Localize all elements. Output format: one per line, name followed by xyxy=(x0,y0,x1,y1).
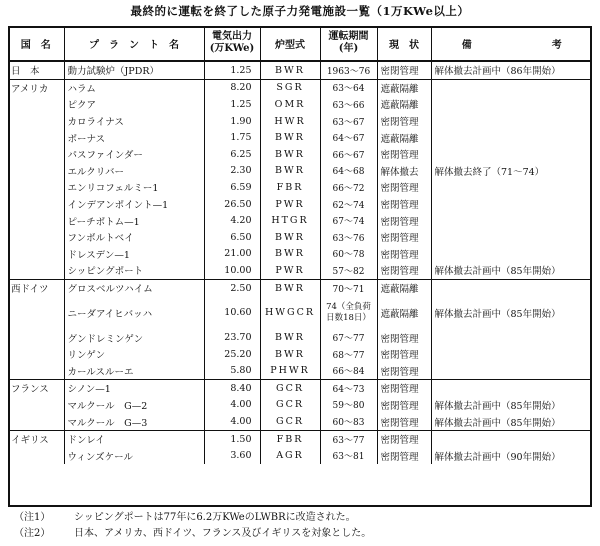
cell-remarks: 解体撤去終了（71〜74） xyxy=(434,166,545,178)
cell-type: AGR xyxy=(260,447,320,464)
cell-country xyxy=(8,196,64,213)
cell-status: 密閉管理 xyxy=(377,146,431,163)
table-row xyxy=(8,329,592,346)
cell-status: 密閉管理 xyxy=(377,196,431,213)
cell-period: 63〜66 xyxy=(320,96,377,113)
cell-country xyxy=(8,363,64,380)
cell-capacity: 4.20 xyxy=(204,212,260,229)
footnotes xyxy=(14,510,371,542)
cell-remarks xyxy=(431,129,592,146)
cell-plant: マルクール G—3 xyxy=(64,413,204,430)
cell-status: 密閉管理 xyxy=(377,246,431,263)
cell-type: HWGCR xyxy=(260,296,320,329)
cell-plant: グロスベルツハイム xyxy=(64,279,204,296)
cell-period: 60〜78 xyxy=(320,246,377,263)
cell-period: 63〜81 xyxy=(320,447,377,464)
cell-status: 遮蔽隔離 xyxy=(377,279,431,296)
cell-plant: マルクール G—2 xyxy=(64,397,204,414)
cell-type: BWR xyxy=(260,329,320,346)
cell-status: 密閉管理 xyxy=(377,262,431,279)
header-country: 国 名 xyxy=(8,26,64,61)
cell-status: 密閉管理 xyxy=(377,346,431,363)
cell-remarks xyxy=(431,79,592,96)
cell-country xyxy=(8,296,64,329)
cell-plant: リンゲン xyxy=(64,346,204,363)
cell-type: SGR xyxy=(260,79,320,96)
table-row xyxy=(8,229,592,246)
cell-country: アメリカ xyxy=(8,79,64,96)
cell-type: GCR xyxy=(260,380,320,397)
cell-remarks xyxy=(431,229,592,246)
header-capacity: 電気出力 (万KWe) xyxy=(204,26,260,61)
cell-status: 密閉管理 xyxy=(377,380,431,397)
cell-period: 67〜77 xyxy=(320,329,377,346)
cell-remarks xyxy=(431,113,592,130)
cell-status: 密閉管理 xyxy=(377,229,431,246)
cell-remarks xyxy=(431,246,592,263)
cell-capacity: 25.20 xyxy=(204,346,260,363)
cell-type: GCR xyxy=(260,397,320,414)
cell-type: BWR xyxy=(260,346,320,363)
cell-type: PWR xyxy=(260,196,320,213)
cell-remarks xyxy=(431,96,592,113)
cell-country xyxy=(8,96,64,113)
cell-type: BWR xyxy=(260,61,320,79)
cell-type: PWR xyxy=(260,262,320,279)
cell-plant: ドレスデン—1 xyxy=(64,246,204,263)
cell-status: 密閉管理 xyxy=(377,113,431,130)
cell-plant: ウィンズケール xyxy=(64,447,204,464)
cell-plant: グンドレミンゲン xyxy=(64,329,204,346)
table-row xyxy=(8,163,592,180)
table-row xyxy=(8,363,592,380)
cell-plant: ボーナス xyxy=(64,129,204,146)
table-row xyxy=(8,113,592,130)
table-row xyxy=(8,129,592,146)
cell-status: 密閉管理 xyxy=(377,179,431,196)
cell-status: 密閉管理 xyxy=(377,447,431,464)
cell-capacity: 10.60 xyxy=(204,296,260,329)
cell-country: イギリス xyxy=(8,430,64,447)
cell-capacity: 3.60 xyxy=(204,447,260,464)
table-row xyxy=(8,413,592,430)
cell-period: 74（全負荷日数18日） xyxy=(320,296,377,329)
cell-remarks xyxy=(431,179,592,196)
plant-table xyxy=(8,26,592,464)
cell-plant: ハラム xyxy=(64,79,204,96)
cell-status: 密閉管理 xyxy=(377,397,431,414)
cell-country xyxy=(8,229,64,246)
cell-plant: パスファインダー xyxy=(64,146,204,163)
cell-plant: ドンレイ xyxy=(64,430,204,447)
cell-status: 密閉管理 xyxy=(377,329,431,346)
cell-plant: 動力試験炉（JPDR） xyxy=(64,61,204,79)
header-period: 運転期間 (年) xyxy=(320,26,377,61)
cell-status: 密閉管理 xyxy=(377,413,431,430)
cell-type: PHWR xyxy=(260,363,320,380)
cell-country xyxy=(8,413,64,430)
table-row xyxy=(8,447,592,464)
cell-capacity: 1.25 xyxy=(204,61,260,79)
table-row xyxy=(8,196,592,213)
cell-status: 密閉管理 xyxy=(377,61,431,79)
cell-period: 57〜82 xyxy=(320,262,377,279)
cell-country xyxy=(8,397,64,414)
cell-plant: ニーダアイヒバッハ xyxy=(64,296,204,329)
cell-period: 63〜77 xyxy=(320,430,377,447)
cell-remarks xyxy=(431,196,592,213)
cell-plant: フンボルトベイ xyxy=(64,229,204,246)
cell-type: BWR xyxy=(260,146,320,163)
header-status: 現 状 xyxy=(377,26,431,61)
cell-period: 63〜64 xyxy=(320,79,377,96)
cell-country xyxy=(8,113,64,130)
cell-capacity: 5.80 xyxy=(204,363,260,380)
cell-status: 密閉管理 xyxy=(377,430,431,447)
table-row xyxy=(8,146,592,163)
cell-type: OMR xyxy=(260,96,320,113)
cell-period: 67〜74 xyxy=(320,212,377,229)
cell-status: 遮蔽隔離 xyxy=(377,96,431,113)
cell-type: FBR xyxy=(260,430,320,447)
cell-country xyxy=(8,212,64,229)
cell-remarks xyxy=(431,363,592,380)
table-row xyxy=(8,346,592,363)
cell-capacity: 2.30 xyxy=(204,163,260,180)
cell-period: 64〜67 xyxy=(320,129,377,146)
cell-capacity: 1.90 xyxy=(204,113,260,130)
table-row xyxy=(8,96,592,113)
cell-period: 66〜72 xyxy=(320,179,377,196)
cell-type: BWR xyxy=(260,229,320,246)
cell-plant: エンリコフェルミー1 xyxy=(64,179,204,196)
table-row xyxy=(8,397,592,414)
cell-status: 遮蔽隔離 xyxy=(377,79,431,96)
cell-country xyxy=(8,129,64,146)
cell-capacity: 4.00 xyxy=(204,397,260,414)
cell-remarks: 解体撤去計画中（86年開始） xyxy=(431,61,592,79)
cell-country: フランス xyxy=(8,380,64,397)
cell-period: 63〜67 xyxy=(320,113,377,130)
table-row xyxy=(8,279,592,296)
cell-capacity: 1.25 xyxy=(204,96,260,113)
cell-capacity: 1.50 xyxy=(204,430,260,447)
cell-country xyxy=(8,329,64,346)
cell-capacity: 26.50 xyxy=(204,196,260,213)
table-row xyxy=(8,430,592,447)
cell-remarks: 解体撤去計画中（85年開始） xyxy=(434,308,561,320)
cell-capacity: 6.50 xyxy=(204,229,260,246)
cell-status: 密閉管理 xyxy=(377,363,431,380)
cell-type: GCR xyxy=(260,413,320,430)
cell-capacity: 6.59 xyxy=(204,179,260,196)
cell-remarks: 解体撤去計画中（85年開始） xyxy=(431,262,592,279)
cell-country xyxy=(8,346,64,363)
cell-plant: ピクア xyxy=(64,96,204,113)
header-row xyxy=(8,26,592,61)
cell-remarks xyxy=(431,430,592,447)
cell-type: HWR xyxy=(260,113,320,130)
cell-plant: シノン—1 xyxy=(64,380,204,397)
page-title: 最終的に運転を終了した原子力発電施設一覧（1万KWe以上） xyxy=(130,4,470,18)
cell-plant: カールスルーエ xyxy=(64,363,204,380)
cell-country xyxy=(8,179,64,196)
cell-period: 66〜67 xyxy=(320,146,377,163)
cell-remarks: 解体撤去計画中（85年開始） xyxy=(431,413,592,430)
table-row xyxy=(8,179,592,196)
cell-period: 62〜74 xyxy=(320,196,377,213)
cell-country xyxy=(8,146,64,163)
cell-period: 70〜71 xyxy=(320,279,377,296)
cell-capacity: 8.40 xyxy=(204,380,260,397)
cell-remarks xyxy=(431,329,592,346)
cell-remarks xyxy=(431,146,592,163)
table-row xyxy=(8,79,592,96)
cell-period: 59〜80 xyxy=(320,397,377,414)
cell-country xyxy=(8,246,64,263)
footnote-2: （注2） 日本、アメリカ、西ドイツ、フランス及びイギリスを対象とした。 xyxy=(14,528,372,539)
cell-period: 66〜84 xyxy=(320,363,377,380)
cell-remarks xyxy=(431,279,592,296)
cell-capacity: 21.00 xyxy=(204,246,260,263)
cell-status: 遮蔽隔離 xyxy=(377,129,431,146)
table-row xyxy=(8,380,592,397)
cell-remarks: 解体撤去計画中（85年開始） xyxy=(434,400,561,412)
cell-period: 68〜77 xyxy=(320,346,377,363)
cell-country xyxy=(8,447,64,464)
cell-country xyxy=(8,163,64,180)
cell-type: FBR xyxy=(260,179,320,196)
cell-type: BWR xyxy=(260,163,320,180)
table-row xyxy=(8,61,592,79)
cell-capacity: 23.70 xyxy=(204,329,260,346)
cell-country xyxy=(8,262,64,279)
cell-capacity: 10.00 xyxy=(204,262,260,279)
cell-status: 密閉管理 xyxy=(377,212,431,229)
cell-plant: エルクリバー xyxy=(64,163,204,180)
cell-period: 60〜83 xyxy=(320,413,377,430)
footnote-1: （注1） シッピングポートは77年に6.2万KWeのLWBRに改造された。 xyxy=(14,512,356,523)
cell-plant: インデアンポイント—1 xyxy=(64,196,204,213)
cell-type: BWR xyxy=(260,129,320,146)
cell-plant: ピーチボトム—1 xyxy=(64,212,204,229)
cell-type: BWR xyxy=(260,246,320,263)
cell-country: 西ドイツ xyxy=(8,279,64,296)
cell-type: BWR xyxy=(260,279,320,296)
table-row xyxy=(8,296,592,329)
cell-status: 解体撤去 xyxy=(377,163,431,180)
table-row xyxy=(8,246,592,263)
cell-remarks: 解体撤去計画中（90年開始） xyxy=(434,451,561,463)
cell-remarks xyxy=(431,346,592,363)
cell-capacity: 1.75 xyxy=(204,129,260,146)
cell-period: 63〜76 xyxy=(320,229,377,246)
cell-plant: シッピングポート xyxy=(64,262,204,279)
cell-status: 遮蔽隔離 xyxy=(377,296,431,329)
header-remarks: 備 考 xyxy=(431,26,592,61)
cell-capacity: 2.50 xyxy=(204,279,260,296)
table-row xyxy=(8,212,592,229)
cell-capacity: 8.20 xyxy=(204,79,260,96)
header-type: 炉型式 xyxy=(260,26,320,61)
header-plant: プ ラ ン ト 名 xyxy=(64,26,204,61)
cell-period: 1963〜76 xyxy=(320,61,377,79)
cell-country: 日 本 xyxy=(8,61,64,79)
cell-capacity: 4.00 xyxy=(204,413,260,430)
cell-period: 64〜68 xyxy=(320,163,377,180)
cell-plant: カロライナス xyxy=(64,113,204,130)
cell-period: 64〜73 xyxy=(320,380,377,397)
cell-remarks xyxy=(431,380,592,397)
cell-capacity: 6.25 xyxy=(204,146,260,163)
cell-remarks xyxy=(431,212,592,229)
cell-type: HTGR xyxy=(260,212,320,229)
table-row xyxy=(8,262,592,279)
